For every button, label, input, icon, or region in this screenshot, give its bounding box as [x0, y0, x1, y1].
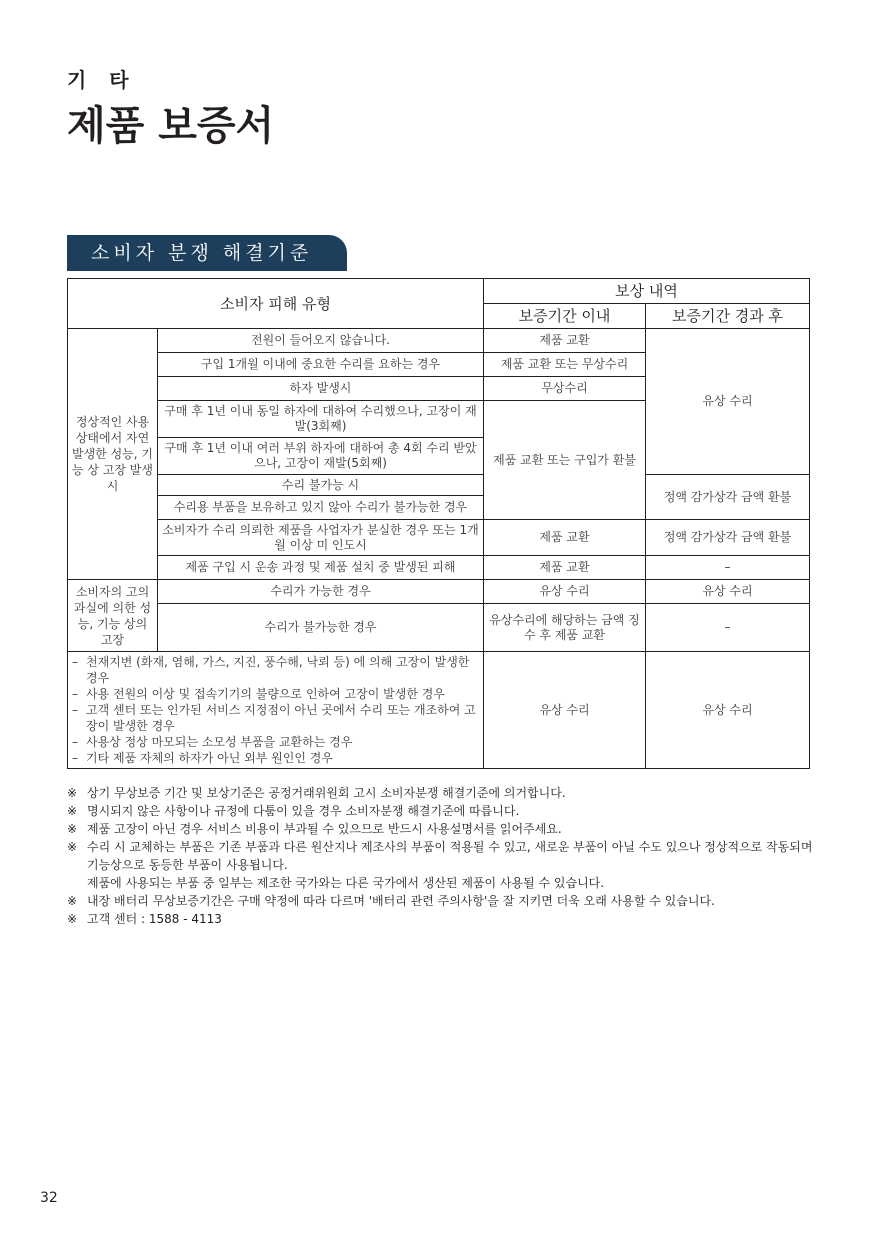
table-row [68, 329, 810, 353]
row-after: 정액 감가상각 금액 환불 [646, 520, 810, 556]
row-desc: 수리가 가능한 경우 [158, 580, 484, 604]
note-item [67, 892, 827, 910]
page-title: 제품 보증서 [67, 103, 275, 149]
row-within-refund: 제품 교환 또는 구입가 환불 [484, 401, 646, 520]
table-row [68, 520, 810, 556]
exclusion-dash: – [72, 751, 78, 765]
row-within: 제품 교환 [484, 329, 646, 353]
note-text: 상기 무상보증 기간 및 보상기준은 공정거래위원회 고시 소비자분쟁 해결기준에 의거합니다. [87, 786, 566, 800]
row-desc: 제품 구입 시 운송 과정 및 제품 설치 중 발생된 피해 [158, 556, 484, 580]
row-desc: 구입 1개월 이내에 중요한 수리를 요하는 경우 [158, 353, 484, 377]
page-number: 32 [40, 1190, 58, 1206]
exclusion-dash: – [72, 655, 78, 669]
row-desc: 수리용 부품을 보유하고 있지 않아 수리가 불가능한 경우 [158, 496, 484, 520]
note-item [67, 838, 827, 874]
exclusion-item [72, 702, 479, 734]
note-mark: ※ [67, 786, 78, 800]
exclusion-item [72, 750, 479, 766]
row-desc: 소비자가 수리 의뢰한 제품을 사업자가 분실한 경우 또는 1개월 이상 미 인도시 [158, 520, 484, 556]
header-damage-type: 소비자 피해 유형 [68, 279, 484, 329]
row-desc: 구매 후 1년 이내 동일 하자에 대하여 수리했으나, 고장이 재발(3회째) [158, 401, 484, 438]
section-label: 기 타 [67, 68, 137, 92]
exclusion-dash: – [72, 703, 78, 717]
row-within: 제품 교환 또는 무상수리 [484, 353, 646, 377]
exclusion-text: 기타 제품 자체의 하자가 아닌 외부 원인인 경우 [86, 751, 333, 765]
after-paid-repair: 유상 수리 [646, 329, 810, 475]
row-desc: 하자 발생시 [158, 377, 484, 401]
note-item [67, 910, 827, 928]
note-text: 명시되지 않은 사항이나 규정에 다툼이 있을 경우 소비자분쟁 해결기준에 따릅니다. [87, 804, 520, 818]
exclusion-item [72, 734, 479, 750]
note-subtext: 제품에 사용되는 부품 중 일부는 제조한 국가와는 다른 국가에서 생산된 제품이 사용될 수 있습니다. [87, 876, 605, 890]
header-within-warranty: 보증기간 이내 [484, 304, 646, 329]
note-mark: ※ [67, 894, 78, 908]
note-mark: ※ [67, 840, 78, 854]
row-within: 무상수리 [484, 377, 646, 401]
section-tab: 소비자 분쟁 해결기준 [67, 235, 347, 271]
row-within: 제품 교환 [484, 520, 646, 556]
group-user-fault: 소비자의 고의 과실에 의한 성능, 기능 상의 고장 [68, 580, 158, 652]
row-desc: 수리 불가능 시 [158, 475, 484, 496]
note-text: 수리 시 교체하는 부품은 기존 부품과 다른 원산지나 제조사의 부품이 적용될 수 있고, 새로운 부품이 아닐 수도 있으나 정상적으로 작동되며 기능상으로 동등한 부품이 사용됩니다. [87, 840, 813, 872]
exclusion-text: 사용상 정상 마모되는 소모성 부품을 교환하는 경우 [86, 735, 353, 749]
header-after-warranty: 보증기간 경과 후 [646, 304, 810, 329]
row-after: – [646, 556, 810, 580]
note-mark: ※ [67, 912, 78, 926]
table-header-row [68, 279, 810, 304]
exclusions-list [68, 652, 484, 769]
table-row [68, 556, 810, 580]
row-within: 제품 교환 [484, 556, 646, 580]
row-within: 유상수리에 해당하는 금액 징수 후 제품 교환 [484, 604, 646, 652]
note-text: 내장 배터리 무상보증기간은 구매 약정에 따라 다르며 '배터리 관련 주의사항'을 잘 지키면 더욱 오래 사용할 수 있습니다. [87, 894, 715, 908]
exclusion-item [72, 654, 479, 686]
row-desc: 구매 후 1년 이내 여러 부위 하자에 대하여 총 4회 수리 받았으나, 고장이 재발(5회째) [158, 438, 484, 475]
note-item [67, 802, 827, 820]
table-row [68, 475, 810, 496]
after-depreciation-refund: 정액 감가상각 금액 환불 [646, 475, 810, 520]
exclusion-text: 천재지변 (화재, 염해, 가스, 지진, 풍수해, 낙뢰 등) 에 의해 고장이 발생한 경우 [86, 655, 470, 685]
customer-center: 고객 센터 : 1588 - 4113 [87, 912, 222, 926]
exclusion-item [72, 686, 479, 702]
exclusion-text: 고객 센터 또는 인가된 서비스 지정점이 아닌 곳에서 수리 또는 개조하여 고장이 발생한 경우 [86, 703, 476, 733]
exclusions-within: 유상 수리 [484, 652, 646, 769]
exclusion-text: 사용 전원의 이상 및 접속기기의 불량으로 인하여 고장이 발생한 경우 [86, 687, 445, 701]
row-desc: 수리가 불가능한 경우 [158, 604, 484, 652]
row-desc: 전원이 들어오지 않습니다. [158, 329, 484, 353]
group-normal-use: 정상적인 사용 상태에서 자연 발생한 성능, 기능 상 고장 발생 시 [68, 329, 158, 580]
note-item [67, 820, 827, 838]
note-text: 제품 고장이 아닌 경우 서비스 비용이 부과될 수 있으므로 반드시 사용설명서를 읽어주세요. [87, 822, 562, 836]
header-compensation: 보상 내역 [484, 279, 810, 304]
exclusion-dash: – [72, 735, 78, 749]
table-row [68, 604, 810, 652]
note-item [67, 784, 827, 802]
row-after: 유상 수리 [646, 580, 810, 604]
table-row-exclusions [68, 652, 810, 769]
table-row [68, 580, 810, 604]
row-after: – [646, 604, 810, 652]
exclusion-dash: – [72, 687, 78, 701]
exclusions-after: 유상 수리 [646, 652, 810, 769]
notes-section [67, 784, 827, 928]
note-mark: ※ [67, 804, 78, 818]
row-within: 유상 수리 [484, 580, 646, 604]
compensation-table [67, 278, 810, 769]
note-mark: ※ [67, 822, 78, 836]
